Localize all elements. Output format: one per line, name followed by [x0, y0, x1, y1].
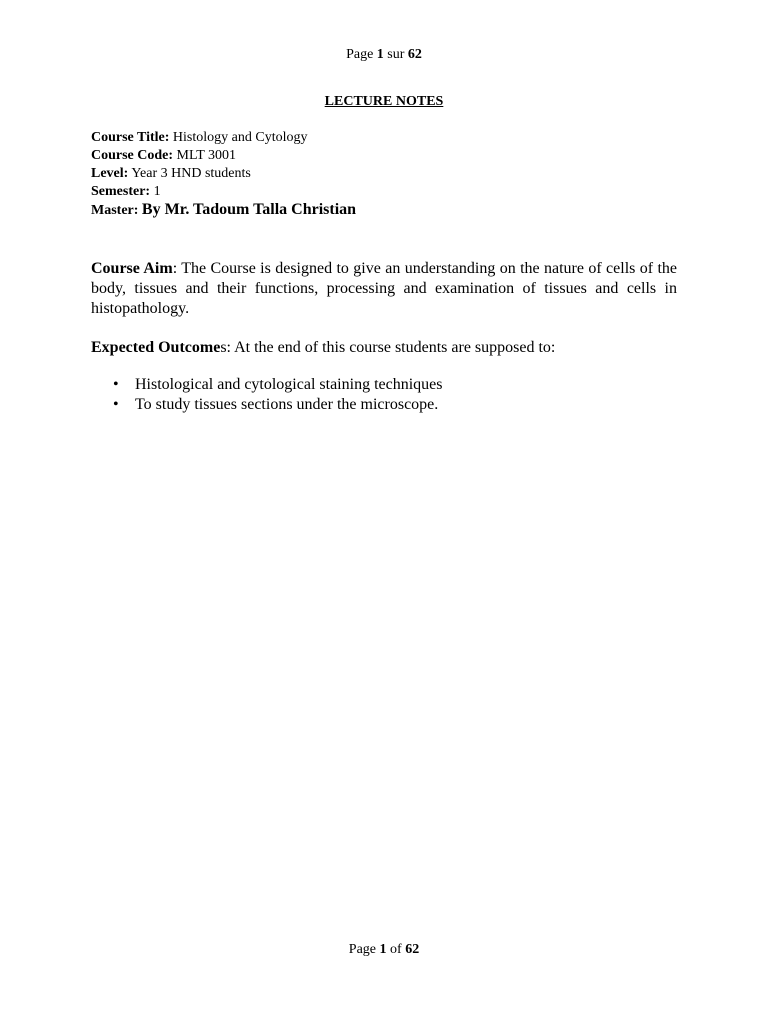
header-separator: sur [387, 47, 405, 62]
course-aim-text: : The Course is designed to give an understanding on the nature of cells of the body, tissues and their functions, processing and examination of tissues and cells in histopathology. [91, 260, 677, 317]
page-footer [0, 942, 768, 958]
outcomes-list [91, 375, 442, 415]
course-title-label: Course Title: [91, 130, 170, 145]
page-header [0, 47, 768, 63]
course-title-value: Histology and Cytology [172, 130, 308, 145]
semester-value: 1 [153, 184, 161, 199]
level-value: Year 3 HND students [131, 166, 251, 181]
bullet-icon: • [113, 376, 119, 393]
course-title-row [91, 129, 356, 147]
course-metadata [91, 129, 356, 220]
level-label: Level: [91, 166, 129, 181]
semester-row [91, 183, 356, 201]
list-item-text: Histological and cytological staining techniques [135, 376, 443, 393]
header-page-total: 62 [407, 47, 422, 62]
list-item [91, 375, 442, 395]
course-code-value: MLT 3001 [176, 148, 237, 163]
semester-label: Semester: [91, 184, 151, 199]
header-prefix: Page [346, 47, 374, 62]
expected-outcomes-label: Expected Outcome [91, 339, 221, 356]
course-code-label: Course Code: [91, 148, 174, 163]
expected-outcomes-paragraph [91, 338, 555, 358]
footer-page-total: 62 [405, 942, 420, 957]
expected-outcomes-text: s: At the end of this course students are supposed to: [220, 339, 556, 356]
master-value: By Mr. Tadoum Talla Christian [141, 201, 357, 218]
header-page-number: 1 [376, 47, 384, 62]
level-row [91, 165, 356, 183]
course-aim-label: Course Aim [91, 260, 173, 277]
course-code-row [91, 147, 356, 165]
course-aim-paragraph [91, 259, 677, 319]
document-title: LECTURE NOTES [324, 94, 444, 109]
list-item [91, 395, 442, 415]
master-row [91, 201, 356, 220]
master-label: Master: [91, 203, 139, 218]
bullet-icon: • [113, 396, 119, 413]
footer-prefix: Page [348, 942, 377, 957]
list-item-text: To study tissues sections under the microscope. [135, 396, 439, 413]
footer-page-number: 1 [379, 942, 387, 957]
footer-separator: of [390, 942, 402, 957]
